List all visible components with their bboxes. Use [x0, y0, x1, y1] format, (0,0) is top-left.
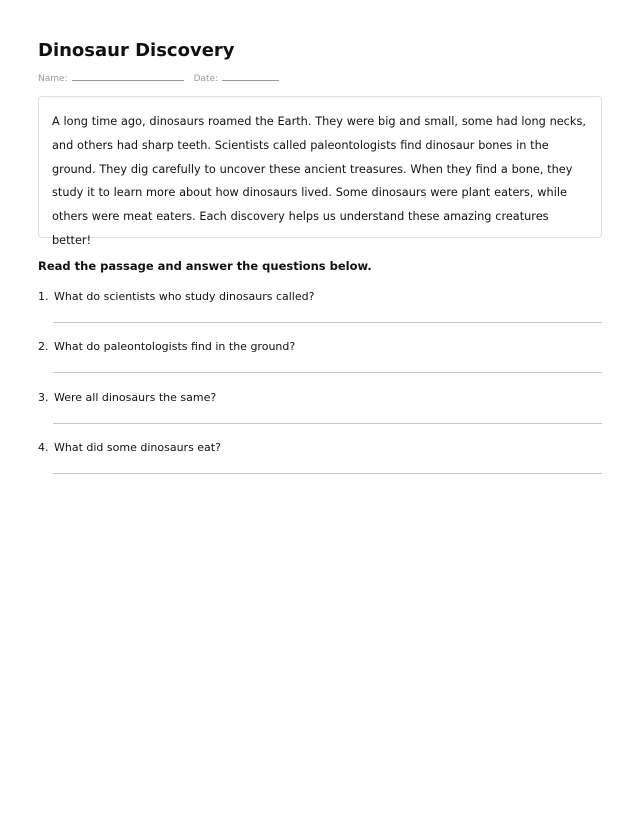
question-text: What do scientists who study dinosaurs called? — [54, 290, 315, 303]
answer-line[interactable] — [53, 322, 602, 323]
passage-text: A long time ago, dinosaurs roamed the Earth. They were big and small, some had long necks, and others had sharp teeth. Scientists called paleontologists find dinosaur bones in the ground. They dig carefully to uncover these ancient treasures. When they find a bone, they study it to learn more about how dinosaurs lived. Some dinosaurs were plant eaters, while others were meat eaters. Each discovery helps us understand these amazing creatures better! — [52, 115, 586, 247]
question-number: 2. — [38, 340, 49, 353]
question-text: What do paleontologists find in the ground? — [54, 340, 296, 353]
answer-line[interactable] — [53, 473, 602, 474]
name-label: Name: — [38, 74, 68, 84]
question-text: Were all dinosaurs the same? — [54, 391, 217, 404]
question-item — [38, 391, 602, 431]
answer-line[interactable] — [53, 372, 602, 373]
question-text: What did some dinosaurs eat? — [54, 441, 221, 454]
name-field[interactable] — [72, 71, 184, 81]
question-number: 4. — [38, 441, 49, 454]
instructions-heading: Read the passage and answer the questions below. — [38, 259, 372, 273]
question-number: 3. — [38, 391, 49, 404]
worksheet-title: Dinosaur Discovery — [38, 40, 235, 61]
reading-passage-box — [38, 96, 602, 247]
date-field[interactable] — [222, 71, 279, 81]
question-item — [38, 340, 602, 380]
answer-line[interactable] — [53, 423, 602, 424]
question-number: 1. — [38, 290, 49, 303]
name-date-row — [38, 71, 279, 84]
question-item — [38, 441, 602, 481]
date-label: Date: — [193, 74, 219, 84]
question-item — [38, 290, 602, 330]
